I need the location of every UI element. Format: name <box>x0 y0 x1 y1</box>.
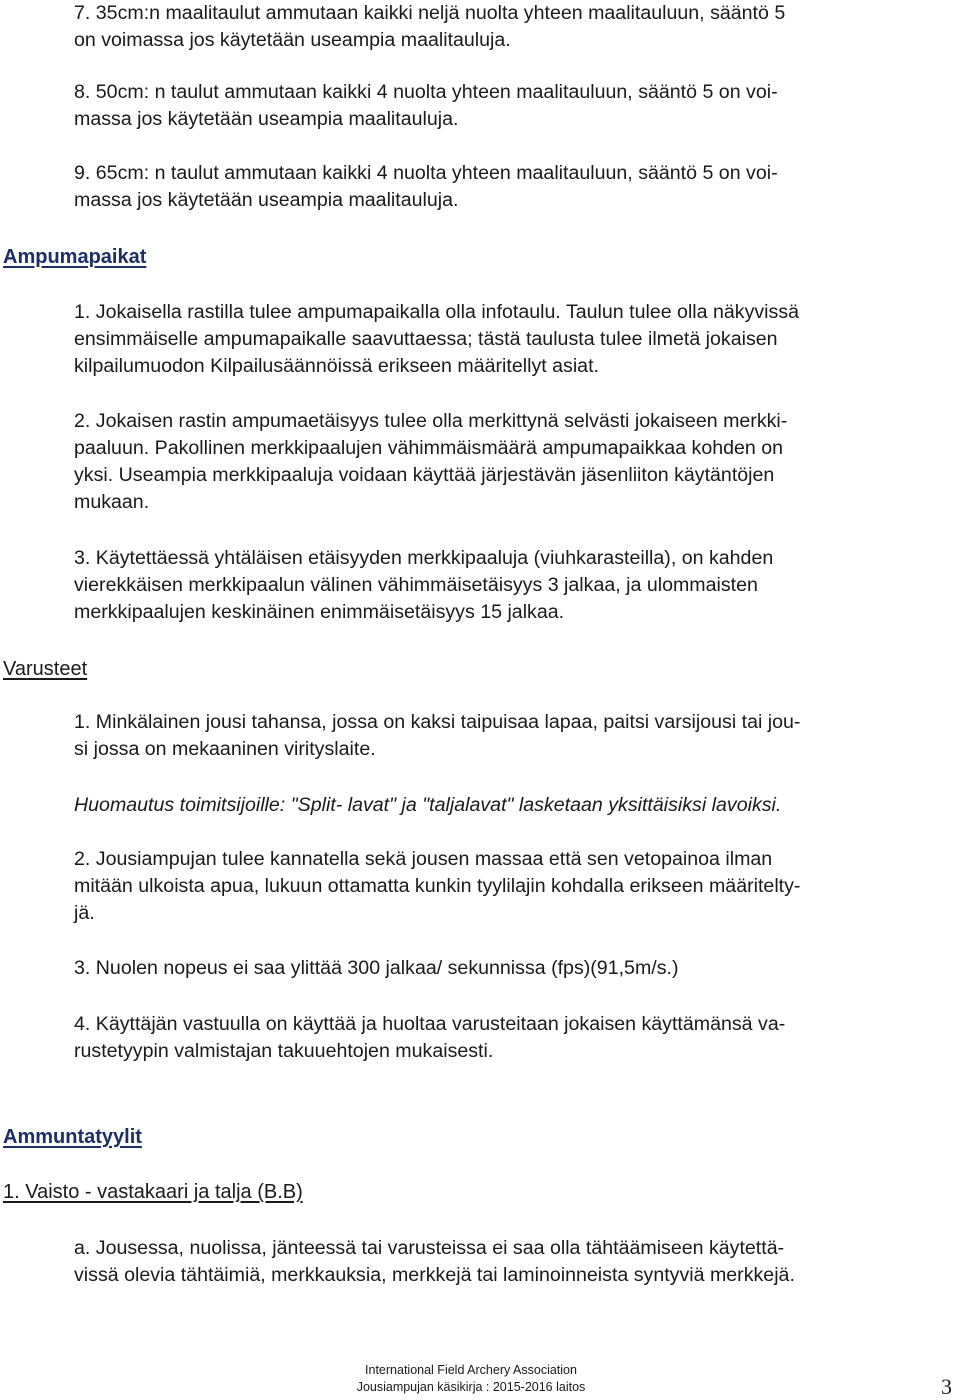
ampumapaikat-paragraph-2: 2. Jokaisen rastin ampumaetäisyys tulee olla merkittynä selvästi jokaiseen merkki- paaluun. Pakollinen merkkipaalujen vähimmäismäärä ampumapaikkaa kohden on yksi. Useampia merkkipaaluja voidaan käyttää järjestävän jäsenliiton käytäntöjen mukaan. <box>74 410 788 513</box>
varusteet-paragraph-1: 1. Minkälainen jousi tahansa, jossa on kaksi taipuisaa lapaa, paitsi varsijousi tai jou- si jossa on mekaaninen virityslaite. <box>74 711 801 760</box>
footer-book-title: Jousiampujan käsikirja : 2015-2016 laitos <box>356 1380 586 1394</box>
section-heading-ammuntatyylit: Ammuntatyylit <box>3 1126 142 1148</box>
ammuntatyylit-paragraph-a: a. Jousessa, nuolissa, jänteessä tai varusteissa ei saa olla tähtäämiseen käytettä- vissä olevia tähtäimiä, merkkauksia, merkkejä tai laminoinneista syntyviä merkkejä. <box>74 1237 795 1286</box>
footer <box>356 1362 586 1396</box>
rule-item-8: 8. 50cm: n taulut ammutaan kaikki 4 nuolta yhteen maalitauluun, sääntö 5 on voi- massa jos käytetään useampia maalitauluja. <box>74 81 778 130</box>
varusteet-note: Huomautus toimitsijoille: "Split- lavat" ja "taljalavat" lasketaan yksittäisiksi lavoiksi. <box>74 794 782 816</box>
varusteet-paragraph-2: 2. Jousiampujan tulee kannatella sekä jousen massaa että sen vetopainoa ilman mitään ulkoista apua, lukuun ottamatta kunkin tyylilajin kohdalla erikseen määritelty- jä. <box>74 848 801 924</box>
varusteet-paragraph-3: 3. Nuolen nopeus ei saa ylittää 300 jalkaa/ sekunnissa (fps)(91,5m/s.) <box>74 957 679 979</box>
ampumapaikat-paragraph-1: 1. Jokaisella rastilla tulee ampumapaikalla olla infotaulu. Taulun tulee olla näkyvissä ensimmäiselle ampumapaikalle saavuttaessa; tästä taulusta tulee ilmetä jokaisen kilpailumuodon Kilpailusäännöissä erikseen määritellyt asiat. <box>74 301 800 377</box>
rule-item-7: 7. 35cm:n maalitaulut ammutaan kaikki neljä nuolta yhteen maalitauluun, sääntö 5 on voimassa jos käytetään useampia maalitauluja. <box>74 2 786 51</box>
page-number: 3 <box>941 1374 952 1399</box>
footer-organization: International Field Archery Association <box>365 1363 577 1377</box>
rule-item-9: 9. 65cm: n taulut ammutaan kaikki 4 nuolta yhteen maalitauluun, sääntö 5 on voi- massa jos käytetään useampia maalitauluja. <box>74 162 778 211</box>
subsection-heading-vaisto: 1. Vaisto - vastakaari ja talja (B.B) <box>3 1181 303 1203</box>
section-heading-varusteet: Varusteet <box>3 658 88 680</box>
varusteet-paragraph-4: 4. Käyttäjän vastuulla on käyttää ja huoltaa varusteitaan jokaisen käyttämänsä va- rustetyypin valmistajan takuuehtojen mukaisesti. <box>74 1013 786 1062</box>
ampumapaikat-paragraph-3: 3. Käytettäessä yhtäläisen etäisyyden merkkipaaluja (viuhkarasteilla), on kahden vierekkäisen merkkipaalun välinen vähimmäisetäisyys 3 jalkaa, ja ulommaisten merkkipaalujen keskinäinen enimmäisetäisyys 15 jalkaa. <box>74 547 774 623</box>
section-heading-ampumapaikat: Ampumapaikat <box>3 246 147 268</box>
